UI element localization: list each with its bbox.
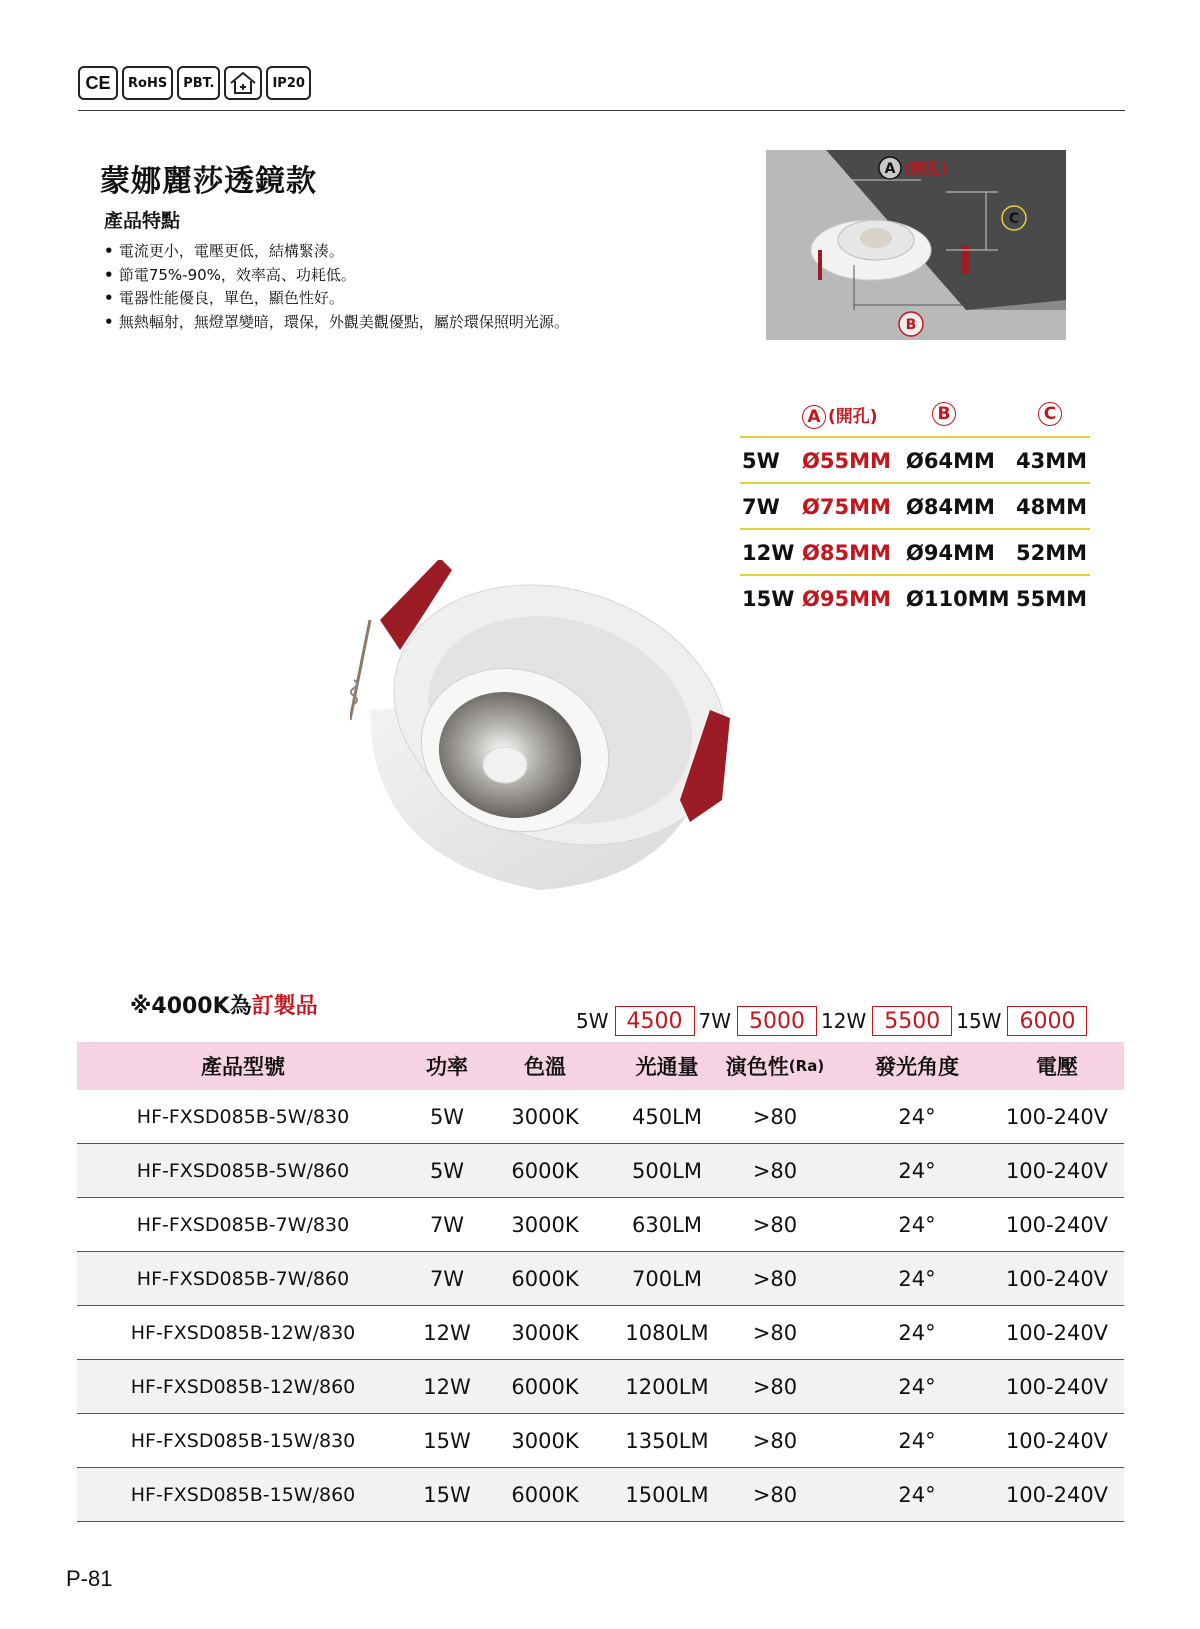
diagram-label-b: B bbox=[905, 317, 917, 333]
dim-watt: 12W bbox=[742, 541, 795, 565]
custom-watt: 5W bbox=[576, 1009, 609, 1033]
beam-cell: 24° bbox=[898, 1104, 936, 1129]
page-number: P-81 bbox=[66, 1566, 113, 1591]
cri-cell: >80 bbox=[752, 1158, 798, 1183]
voltage-cell: 100-240V bbox=[1005, 1374, 1109, 1399]
feature-item: • 電流更小，電壓更低，結構緊湊。 bbox=[104, 240, 569, 264]
custom-lumen-options bbox=[572, 1006, 1087, 1036]
dim-col-c bbox=[1038, 402, 1064, 426]
cri-cell: >80 bbox=[752, 1212, 798, 1237]
custom-order-note bbox=[130, 989, 318, 1020]
dim-col-b bbox=[932, 402, 958, 426]
cri-cell: >80 bbox=[752, 1104, 798, 1129]
dim-c: 52MM bbox=[1016, 541, 1088, 565]
spec-row bbox=[77, 1144, 1124, 1198]
dim-watt: 7W bbox=[742, 495, 780, 519]
model-cell: HF-FXSD085B-7W/860 bbox=[136, 1267, 350, 1290]
dim-a: Ø75MM bbox=[802, 495, 891, 519]
power-cell: 15W bbox=[423, 1482, 471, 1507]
spec-table-header bbox=[77, 1042, 1124, 1090]
dim-a: Ø95MM bbox=[802, 587, 891, 611]
cct-cell: 3000K bbox=[511, 1212, 579, 1237]
spec-row bbox=[77, 1468, 1124, 1522]
custom-watt: 15W bbox=[956, 1009, 1002, 1033]
header-cri bbox=[705, 1042, 845, 1090]
installation-diagram bbox=[766, 150, 1066, 340]
cct-cell: 6000K bbox=[511, 1266, 579, 1291]
cct-cell: 6000K bbox=[511, 1158, 579, 1183]
dim-col-a-letter: A bbox=[802, 405, 826, 429]
cri-cell: >80 bbox=[752, 1320, 798, 1345]
custom-value-box: 4500 bbox=[615, 1006, 695, 1036]
custom-value-box: 6000 bbox=[1007, 1006, 1087, 1036]
voltage-cell: 100-240V bbox=[1005, 1482, 1109, 1507]
feature-list bbox=[104, 240, 569, 334]
flux-cell: 1500LM bbox=[625, 1482, 709, 1507]
power-cell: 7W bbox=[429, 1212, 465, 1237]
dim-col-a bbox=[802, 402, 878, 429]
feature-item: • 節電75%-90%，效率高、功耗低。 bbox=[104, 264, 569, 288]
cri-cell: >80 bbox=[752, 1482, 798, 1507]
flux-cell: 1200LM bbox=[625, 1374, 709, 1399]
model-cell: HF-FXSD085B-12W/860 bbox=[130, 1375, 356, 1398]
beam-cell: 24° bbox=[898, 1266, 936, 1291]
model-cell: HF-FXSD085B-7W/830 bbox=[136, 1213, 350, 1236]
voltage-cell: 100-240V bbox=[1005, 1266, 1109, 1291]
cri-cell: >80 bbox=[752, 1266, 798, 1291]
custom-value-box: 5000 bbox=[737, 1006, 817, 1036]
flux-cell: 450LM bbox=[632, 1104, 702, 1129]
beam-cell: 24° bbox=[898, 1158, 936, 1183]
spec-row bbox=[77, 1198, 1124, 1252]
feature-item: • 無熱輻射，無燈罩變暗，環保，外觀美觀優點，屬於環保照明光源。 bbox=[104, 311, 569, 335]
header-cct: 色溫 bbox=[524, 1055, 566, 1079]
dim-watt: 5W bbox=[742, 449, 780, 473]
indoor-house-icon bbox=[224, 66, 262, 100]
header-beam: 發光角度 bbox=[875, 1055, 959, 1079]
spec-row bbox=[77, 1090, 1124, 1144]
spec-row bbox=[77, 1306, 1124, 1360]
model-cell: HF-FXSD085B-12W/830 bbox=[130, 1321, 356, 1344]
dimension-row bbox=[740, 530, 1090, 576]
diagram-label-a: A bbox=[884, 161, 896, 177]
dim-col-c-letter: C bbox=[1038, 402, 1062, 426]
dim-col-a-note: (開孔) bbox=[828, 407, 878, 427]
dim-b: Ø84MM bbox=[906, 495, 995, 519]
voltage-cell: 100-240V bbox=[1005, 1212, 1109, 1237]
dim-a: Ø55MM bbox=[802, 449, 891, 473]
model-cell: HF-FXSD085B-5W/860 bbox=[136, 1159, 350, 1182]
custom-value-box: 5500 bbox=[872, 1006, 952, 1036]
diagram-label-a-note: (開孔) bbox=[904, 160, 948, 178]
flux-cell: 700LM bbox=[632, 1266, 702, 1291]
dim-c: 48MM bbox=[1016, 495, 1088, 519]
pbt-badge: PBT. bbox=[177, 66, 220, 100]
voltage-cell: 100-240V bbox=[1005, 1158, 1109, 1183]
features-heading: 產品特點 bbox=[104, 210, 181, 232]
voltage-cell: 100-240V bbox=[1005, 1320, 1109, 1345]
beam-cell: 24° bbox=[898, 1482, 936, 1507]
power-cell: 12W bbox=[423, 1374, 471, 1399]
custom-watt: 12W bbox=[821, 1009, 867, 1033]
power-cell: 5W bbox=[429, 1104, 465, 1129]
spec-row bbox=[77, 1360, 1124, 1414]
beam-cell: 24° bbox=[898, 1428, 936, 1453]
rohs-badge: RoHS bbox=[122, 66, 173, 100]
header-voltage: 電壓 bbox=[1036, 1055, 1078, 1079]
power-cell: 12W bbox=[423, 1320, 471, 1345]
flux-cell: 630LM bbox=[632, 1212, 702, 1237]
header-cri-unit: (Ra) bbox=[788, 1057, 825, 1075]
power-cell: 15W bbox=[423, 1428, 471, 1453]
dim-c: 55MM bbox=[1016, 587, 1088, 611]
dimension-row bbox=[740, 438, 1090, 484]
power-cell: 5W bbox=[429, 1158, 465, 1183]
dim-b: Ø110MM bbox=[906, 587, 1010, 611]
spec-row bbox=[77, 1414, 1124, 1468]
header-cri-label: 演色性 bbox=[725, 1055, 789, 1079]
dimension-table-header bbox=[740, 400, 1090, 438]
cct-cell: 3000K bbox=[511, 1320, 579, 1345]
dimension-row bbox=[740, 576, 1090, 620]
dim-watt: 15W bbox=[742, 587, 795, 611]
ip20-badge: IP20 bbox=[266, 66, 310, 100]
dim-c: 43MM bbox=[1016, 449, 1088, 473]
dimension-row bbox=[740, 484, 1090, 530]
model-cell: HF-FXSD085B-15W/860 bbox=[130, 1483, 356, 1506]
diagram-label-c: C bbox=[1008, 211, 1020, 227]
product-photo bbox=[350, 560, 770, 930]
cri-cell: >80 bbox=[752, 1374, 798, 1399]
spec-table bbox=[77, 1042, 1124, 1522]
header-model: 產品型號 bbox=[201, 1055, 285, 1079]
flux-cell: 500LM bbox=[632, 1158, 702, 1183]
header-power: 功率 bbox=[426, 1055, 468, 1079]
dim-b: Ø64MM bbox=[906, 449, 995, 473]
cri-cell: >80 bbox=[752, 1428, 798, 1453]
ce-badge: CE bbox=[78, 66, 118, 100]
custom-note-highlight: 訂製品 bbox=[251, 994, 318, 1019]
dim-a: Ø85MM bbox=[802, 541, 891, 565]
beam-cell: 24° bbox=[898, 1320, 936, 1345]
cct-cell: 6000K bbox=[511, 1482, 579, 1507]
dimension-table bbox=[740, 400, 1090, 620]
beam-cell: 24° bbox=[898, 1374, 936, 1399]
product-title: 蒙娜麗莎透鏡款 bbox=[100, 164, 317, 199]
cct-cell: 3000K bbox=[511, 1104, 579, 1129]
spec-row bbox=[77, 1252, 1124, 1306]
feature-item: • 電器性能優良，單色，顯色性好。 bbox=[104, 287, 569, 311]
model-cell: HF-FXSD085B-15W/830 bbox=[130, 1429, 356, 1452]
voltage-cell: 100-240V bbox=[1005, 1104, 1109, 1129]
model-cell: HF-FXSD085B-5W/830 bbox=[136, 1105, 350, 1128]
cct-cell: 3000K bbox=[511, 1428, 579, 1453]
header-flux: 光通量 bbox=[635, 1055, 699, 1079]
header-divider bbox=[78, 110, 1125, 111]
custom-watt: 7W bbox=[698, 1009, 731, 1033]
dim-b: Ø94MM bbox=[906, 541, 995, 565]
custom-note-prefix: ※4000K為 bbox=[130, 994, 252, 1019]
certification-badges bbox=[78, 66, 311, 100]
power-cell: 7W bbox=[429, 1266, 465, 1291]
beam-cell: 24° bbox=[898, 1212, 936, 1237]
cct-cell: 6000K bbox=[511, 1374, 579, 1399]
dim-col-b-letter: B bbox=[932, 402, 956, 426]
flux-cell: 1350LM bbox=[625, 1428, 709, 1453]
voltage-cell: 100-240V bbox=[1005, 1428, 1109, 1453]
flux-cell: 1080LM bbox=[625, 1320, 709, 1345]
